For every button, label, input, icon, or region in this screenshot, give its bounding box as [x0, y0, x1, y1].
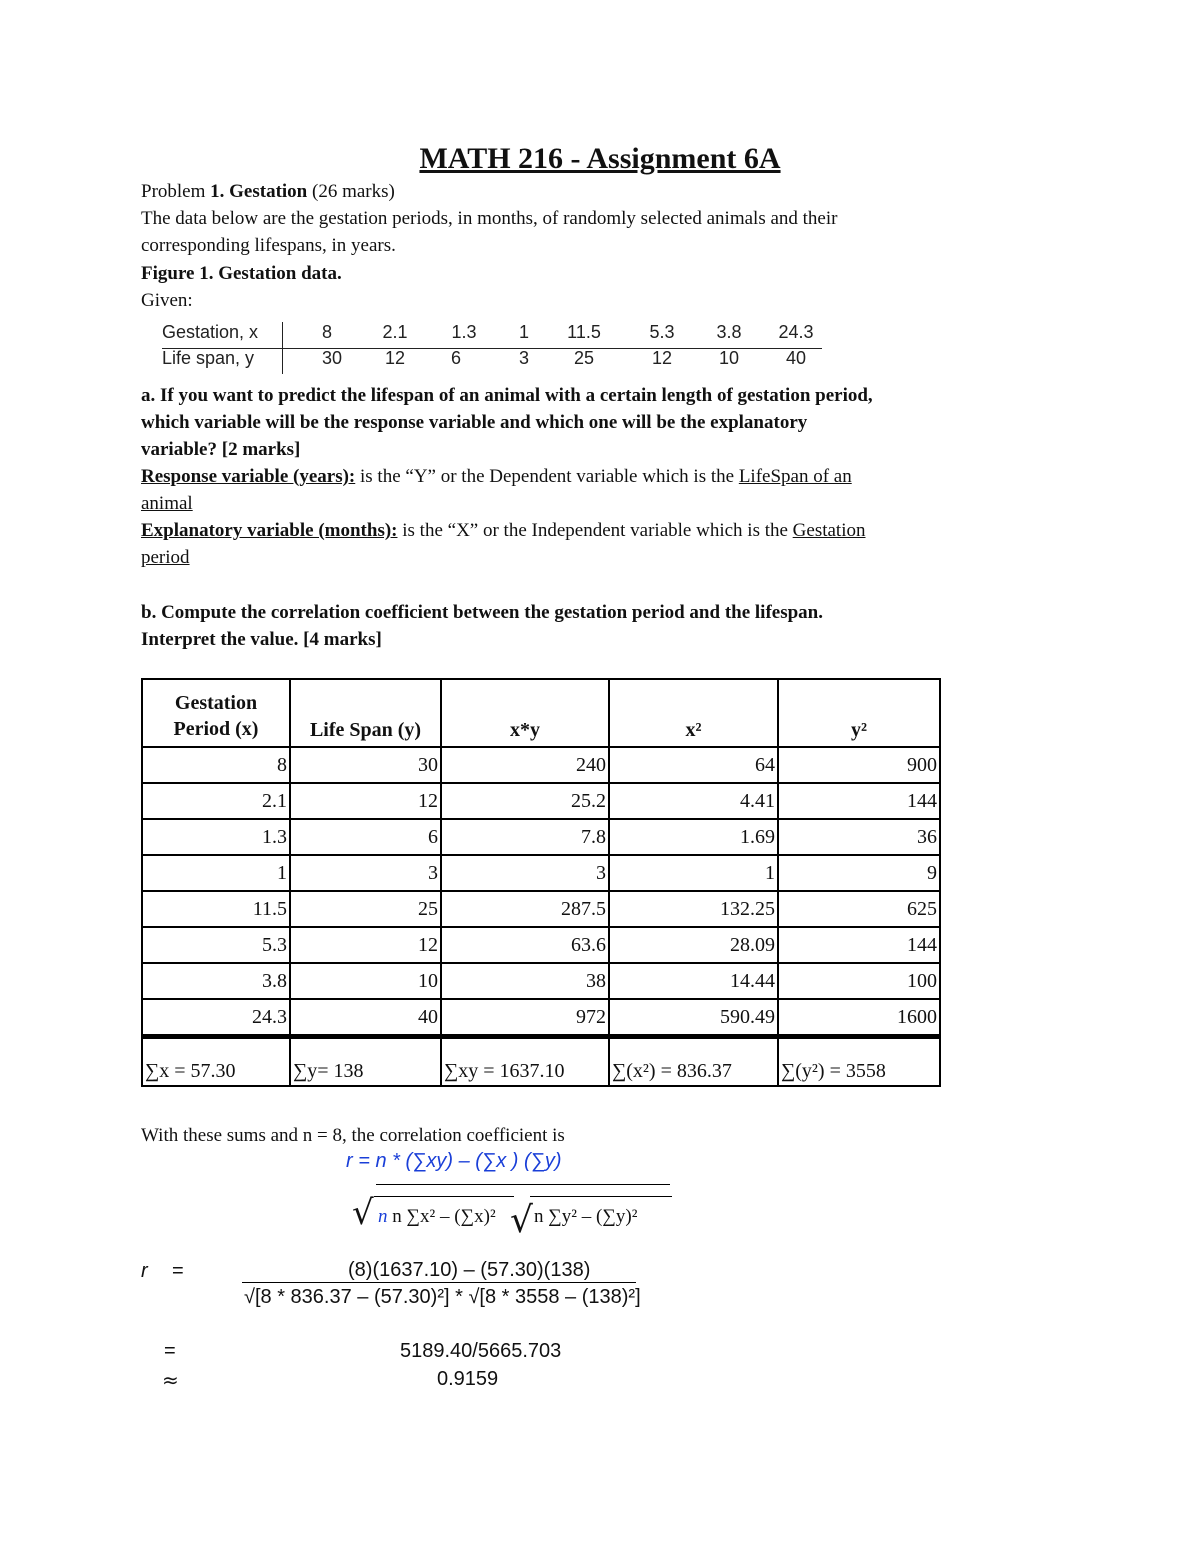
- given-row-y: [162, 348, 822, 374]
- table-cell: 12: [290, 783, 441, 819]
- table-cell: 8: [142, 747, 290, 783]
- table-header-row: [142, 679, 940, 747]
- given-table: [162, 322, 822, 374]
- table-cell: 6: [290, 819, 441, 855]
- explanatory-label: Explanatory variable (months):: [141, 520, 398, 541]
- table-cell: 12: [290, 927, 441, 963]
- table-cell: 9: [778, 855, 940, 891]
- comp-numerator: (8)(1637.10) – (57.30)(138): [348, 1259, 591, 1281]
- part-a-question-1: a. If you want to predict the lifespan of an animal with a certain length of gestation period,: [141, 385, 873, 406]
- table-cell: 30: [290, 747, 441, 783]
- table-cell: 7.8: [441, 819, 609, 855]
- den-right-text: n ∑y² – (∑y)²: [534, 1206, 638, 1227]
- intro-line-1: The data below are the gestation periods, in months, of randomly selected animals and their: [141, 208, 838, 229]
- response-answer-link-cont: animal: [141, 493, 193, 514]
- table-row: [142, 963, 940, 999]
- table-cell: 590.49: [609, 999, 778, 1037]
- given-y-value: 12: [651, 348, 673, 368]
- table-cell: 1.3: [142, 819, 290, 855]
- sums-sentence: With these sums and n = 8, the correlation coefficient is: [141, 1125, 565, 1146]
- given-x-value: 8: [321, 322, 332, 342]
- table-sum-row: [142, 1037, 940, 1087]
- given-x-value: 3.8: [716, 322, 742, 342]
- given-x-label: Gestation, x: [162, 322, 259, 342]
- explanatory-answer-link-cont: period: [141, 547, 190, 568]
- table-row: [142, 927, 940, 963]
- given-label: Given:: [141, 290, 193, 311]
- given-y-value: 6: [450, 348, 461, 368]
- part-b-question-2: Interpret the value. [4 marks]: [141, 629, 382, 650]
- given-y-label: Life span, y: [162, 348, 255, 368]
- given-y-value: 30: [321, 348, 343, 368]
- table-row: [142, 855, 940, 891]
- response-answer-link: LifeSpan of an: [738, 466, 852, 487]
- sum-xy: ∑xy = 1637.10: [441, 1037, 609, 1087]
- table-cell: 25.2: [441, 783, 609, 819]
- table-cell: 11.5: [142, 891, 290, 927]
- comp-denominator: √[8 * 836.37 – (57.30)²] * √[8 * 3558 – (138)²]: [244, 1286, 641, 1308]
- table-cell: 144: [778, 783, 940, 819]
- part-a-question-3: variable? [2 marks]: [141, 439, 301, 460]
- given-x-value: 11.5: [567, 322, 601, 342]
- sqrt-icon: √: [510, 1200, 533, 1241]
- given-x-value: 1.3: [451, 322, 477, 342]
- table-cell: 40: [290, 999, 441, 1037]
- part-b-question-1: b. Compute the correlation coefficient between the gestation period and the lifespan.: [141, 602, 823, 623]
- problem-marks: (26 marks): [307, 181, 395, 202]
- step1-value: 5189.40/5665.703: [400, 1340, 562, 1362]
- table-cell: 900: [778, 747, 940, 783]
- computation-table: [141, 678, 941, 1087]
- table-cell: 287.5: [441, 891, 609, 927]
- table-cell: 10: [290, 963, 441, 999]
- given-x-value: 24.3: [778, 322, 814, 342]
- explanatory-answer: [141, 517, 866, 544]
- table-cell: 3.8: [142, 963, 290, 999]
- given-x-value: 5.3: [649, 322, 675, 342]
- table-cell: 38: [441, 963, 609, 999]
- formula-numerator: r = n * (∑xy) – (∑x ) (∑y): [346, 1150, 562, 1172]
- problem-name: 1. Gestation: [210, 181, 308, 202]
- sqrt-bar-right: [530, 1196, 672, 1197]
- step1-sign: =: [164, 1340, 176, 1362]
- figure-caption: Figure 1. Gestation data.: [141, 263, 342, 284]
- given-y-value: 25: [573, 348, 595, 368]
- table-cell: 3: [290, 855, 441, 891]
- table-row: [142, 819, 940, 855]
- given-y-value: 12: [384, 348, 406, 368]
- problem-prefix: Problem: [141, 181, 211, 202]
- header-xy: x*y: [441, 679, 609, 747]
- table-cell: 3: [441, 855, 609, 891]
- table-row: [142, 999, 940, 1037]
- given-y-value: 10: [718, 348, 740, 368]
- table-cell: 4.41: [609, 783, 778, 819]
- sqrt-bar-left: [374, 1196, 514, 1197]
- table-cell: 1: [609, 855, 778, 891]
- table-cell: 63.6: [441, 927, 609, 963]
- table-cell: 28.09: [609, 927, 778, 963]
- table-cell: 1: [142, 855, 290, 891]
- table-cell: 14.44: [609, 963, 778, 999]
- table-cell: 144: [778, 927, 940, 963]
- table-cell: 5.3: [142, 927, 290, 963]
- problem-heading: [141, 178, 395, 205]
- sum-x2: ∑(x²) = 836.37: [609, 1037, 778, 1087]
- table-cell: 64: [609, 747, 778, 783]
- table-cell: 1.69: [609, 819, 778, 855]
- table-cell: 625: [778, 891, 940, 927]
- table-row: [142, 891, 940, 927]
- table-cell: 100: [778, 963, 940, 999]
- given-x-value: 2.1: [382, 322, 408, 342]
- step2-sign: ≈: [162, 1368, 179, 1392]
- header-gestation: Gestation Period (x): [142, 679, 290, 747]
- header-lifespan: Life Span (y): [290, 679, 441, 747]
- header-x2: x²: [609, 679, 778, 747]
- explanatory-text: is the “X” or the Independent variable which is the: [397, 520, 793, 541]
- table-cell: 972: [441, 999, 609, 1037]
- table-cell: 1600: [778, 999, 940, 1037]
- table-cell: 36: [778, 819, 940, 855]
- part-a-question-2: which variable will be the response variable and which one will be the explanatory: [141, 412, 808, 433]
- table-cell: 24.3: [142, 999, 290, 1037]
- page-title: MATH 216 - Assignment 6A: [419, 142, 781, 175]
- response-label: Response variable (years):: [141, 466, 356, 487]
- formula-denominator-left: n n ∑x² – (∑x)²: [378, 1206, 496, 1227]
- step2-value: 0.9159: [437, 1368, 499, 1390]
- explanatory-answer-link: Gestation: [792, 520, 866, 541]
- r-equals: =: [172, 1260, 184, 1282]
- comp-fraction-bar: [242, 1282, 636, 1283]
- sqrt-icon: √: [352, 1193, 374, 1233]
- table-cell: 240: [441, 747, 609, 783]
- given-row-x: [162, 322, 822, 348]
- given-y-value: 3: [518, 348, 529, 368]
- sum-y2: ∑(y²) = 3558: [778, 1037, 940, 1087]
- table-row: [142, 747, 940, 783]
- table-row: [142, 783, 940, 819]
- formula-denominator-right: [534, 1206, 637, 1228]
- sum-x: ∑x = 57.30: [142, 1037, 290, 1087]
- given-x-value: 1: [518, 322, 529, 342]
- den-left-text: n ∑x² – (∑x)²: [392, 1206, 496, 1227]
- sum-y: ∑y= 138: [290, 1037, 441, 1087]
- response-text: is the “Y” or the Dependent variable which is the: [355, 466, 739, 487]
- table-cell: 25: [290, 891, 441, 927]
- given-y-value: 40: [785, 348, 807, 368]
- formula-fraction-bar: [376, 1184, 670, 1185]
- table-cell: 2.1: [142, 783, 290, 819]
- r-label: r: [141, 1260, 148, 1282]
- intro-line-2: corresponding lifespans, in years.: [141, 235, 396, 256]
- response-answer: [141, 463, 852, 490]
- header-y2: y²: [778, 679, 940, 747]
- table-cell: 132.25: [609, 891, 778, 927]
